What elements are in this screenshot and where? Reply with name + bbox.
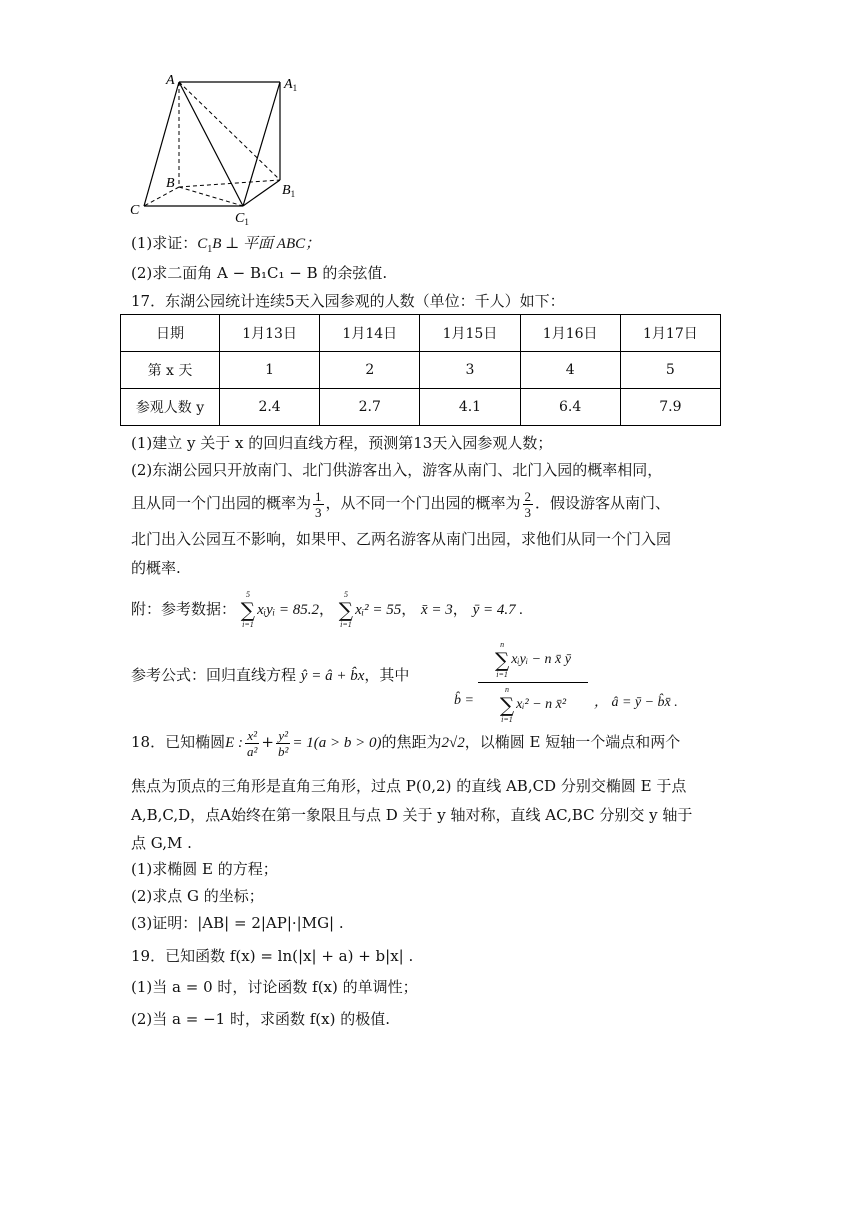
table-row bbox=[121, 352, 721, 389]
fraction-y2-b2: $\frac{\text{y²}}{\text{b²}}$ bbox=[278, 727, 289, 759]
fraction-two-thirds: $\frac{2}{3}$ bbox=[524, 488, 532, 520]
label-A: A bbox=[166, 73, 175, 88]
label-C: C bbox=[130, 203, 140, 218]
q19-stem: 19．已知函数 f(x) = ln(|x| + a) + b|x| . bbox=[131, 947, 414, 965]
q16-part1: (1)求证：$C_1B$ ⊥ 平面 ABC； bbox=[131, 234, 321, 255]
table-cell: 3 bbox=[420, 352, 520, 389]
label-C1: $C_1$ bbox=[235, 211, 249, 227]
table-cell: 1月15日 bbox=[420, 315, 520, 352]
table-cell: 2.7 bbox=[320, 389, 420, 426]
table-cell: 1月17日 bbox=[620, 315, 720, 352]
q18-part1: (1)求椭圆 E 的方程； bbox=[131, 860, 278, 878]
sum-symbol: 5 ∑ i=1 bbox=[240, 590, 256, 629]
table-cell: 4 bbox=[520, 352, 620, 389]
table-cell: 1 bbox=[220, 352, 320, 389]
table-cell: 1月16日 bbox=[520, 315, 620, 352]
table-cell: 参观人数 y bbox=[121, 389, 220, 426]
label-A1: $A_1$ bbox=[284, 77, 298, 93]
q17-part2-line2: 且从同一个门出园的概率为 $\frac{1}{3}$ ，从不同一个门出园的概率为 $\frac{2}{3}$ ．假设游客从南门、 bbox=[131, 488, 671, 520]
table-cell: 5 bbox=[620, 352, 720, 389]
q17-reference-formula: 参考公式：回归直线方程 ŷ = â + b̂x，其中 bbox=[131, 666, 410, 684]
q17-part2-line4: 的概率. bbox=[131, 559, 181, 577]
q19-part1: (1)当 a = 0 时，讨论函数 f(x) 的单调性； bbox=[131, 978, 418, 996]
table-cell: 6.4 bbox=[520, 389, 620, 426]
table-cell: 第 x 天 bbox=[121, 352, 220, 389]
table-cell: 4.1 bbox=[420, 389, 520, 426]
q18-line2: 焦点为顶点的三角形是直角三角形，过点 P(0,2) 的直线 AB,CD 分别交椭圆 E 于点 bbox=[131, 777, 687, 795]
label-B: B bbox=[166, 176, 175, 191]
table-row bbox=[121, 389, 721, 426]
table-cell: 1月13日 bbox=[220, 315, 320, 352]
table-cell: 7.9 bbox=[620, 389, 720, 426]
visitor-table bbox=[120, 314, 721, 426]
table-cell: 1月14日 bbox=[320, 315, 420, 352]
fraction-x2-a2: $\frac{\text{x²}}{\text{a²}}$ bbox=[247, 727, 258, 759]
q17-part2-line1: (2)东湖公园只开放南门、北门供游客出入，游客从南门、北门入园的概率相同， bbox=[131, 461, 663, 479]
table-cell: 2.4 bbox=[220, 389, 320, 426]
q17-part1: (1)建立 y 关于 x 的回归直线方程，预测第13天入园参观人数； bbox=[131, 434, 553, 452]
fraction-one-third: $\frac{1}{3}$ bbox=[315, 488, 322, 520]
label-B1: $B_1$ bbox=[282, 183, 296, 199]
q17-stem: 17．东湖公园统计连续5天入园参观的人数（单位：千人）如下： bbox=[131, 292, 565, 310]
q18-line3: A,B,C,D，点A始终在第一象限且与点 D 关于 y 轴对称，直线 AC,BC 分别交 y 轴于 bbox=[131, 806, 693, 824]
regression-slope-formula: b̂ = n ∑ i=1 xᵢyᵢ − n x̄ ȳ n ∑ i=1 xᵢ² − n x̄² ， â = ȳ − b̂x̄ . bbox=[454, 640, 678, 724]
sum-symbol: 5 ∑ i=1 bbox=[338, 590, 354, 629]
table-cell: 日期 bbox=[121, 315, 220, 352]
q17-reference-data: 附：参考数据： 5 ∑ i=1 xᵢyᵢ = 85.2， 5 ∑ i=1 xᵢ² = 55， x̄ = 3， ȳ = 4.7 . bbox=[131, 590, 524, 629]
q16-part2: (2)求二面角 A − B₁C₁ − B 的余弦值. bbox=[131, 264, 388, 282]
q18-line4: 点 G,M . bbox=[131, 834, 192, 852]
q17-part2-line3: 北门出入公园互不影响，如果甲、乙两名游客从南门出园，求他们从同一个门入园 bbox=[131, 530, 672, 548]
q18-part3: (3)证明：|AB| = 2|AP|·|MG| . bbox=[131, 914, 344, 932]
table-cell: 2 bbox=[320, 352, 420, 389]
q18-line1: 18．已知椭圆E : $\frac{\text{x²}}{\text{a²}}$ + $\frac{\text{y²}}{\text{b²}}$ = 1(a > b > 0)的焦距为2√2，以椭圆 E 短轴一个端点和两个 bbox=[131, 727, 681, 759]
q19-part2: (2)当 a = −1 时，求函数 f(x) 的极值. bbox=[131, 1010, 390, 1028]
prism-figure bbox=[122, 62, 322, 230]
table-row bbox=[121, 315, 721, 352]
q18-part2: (2)求点 G 的坐标； bbox=[131, 887, 264, 905]
